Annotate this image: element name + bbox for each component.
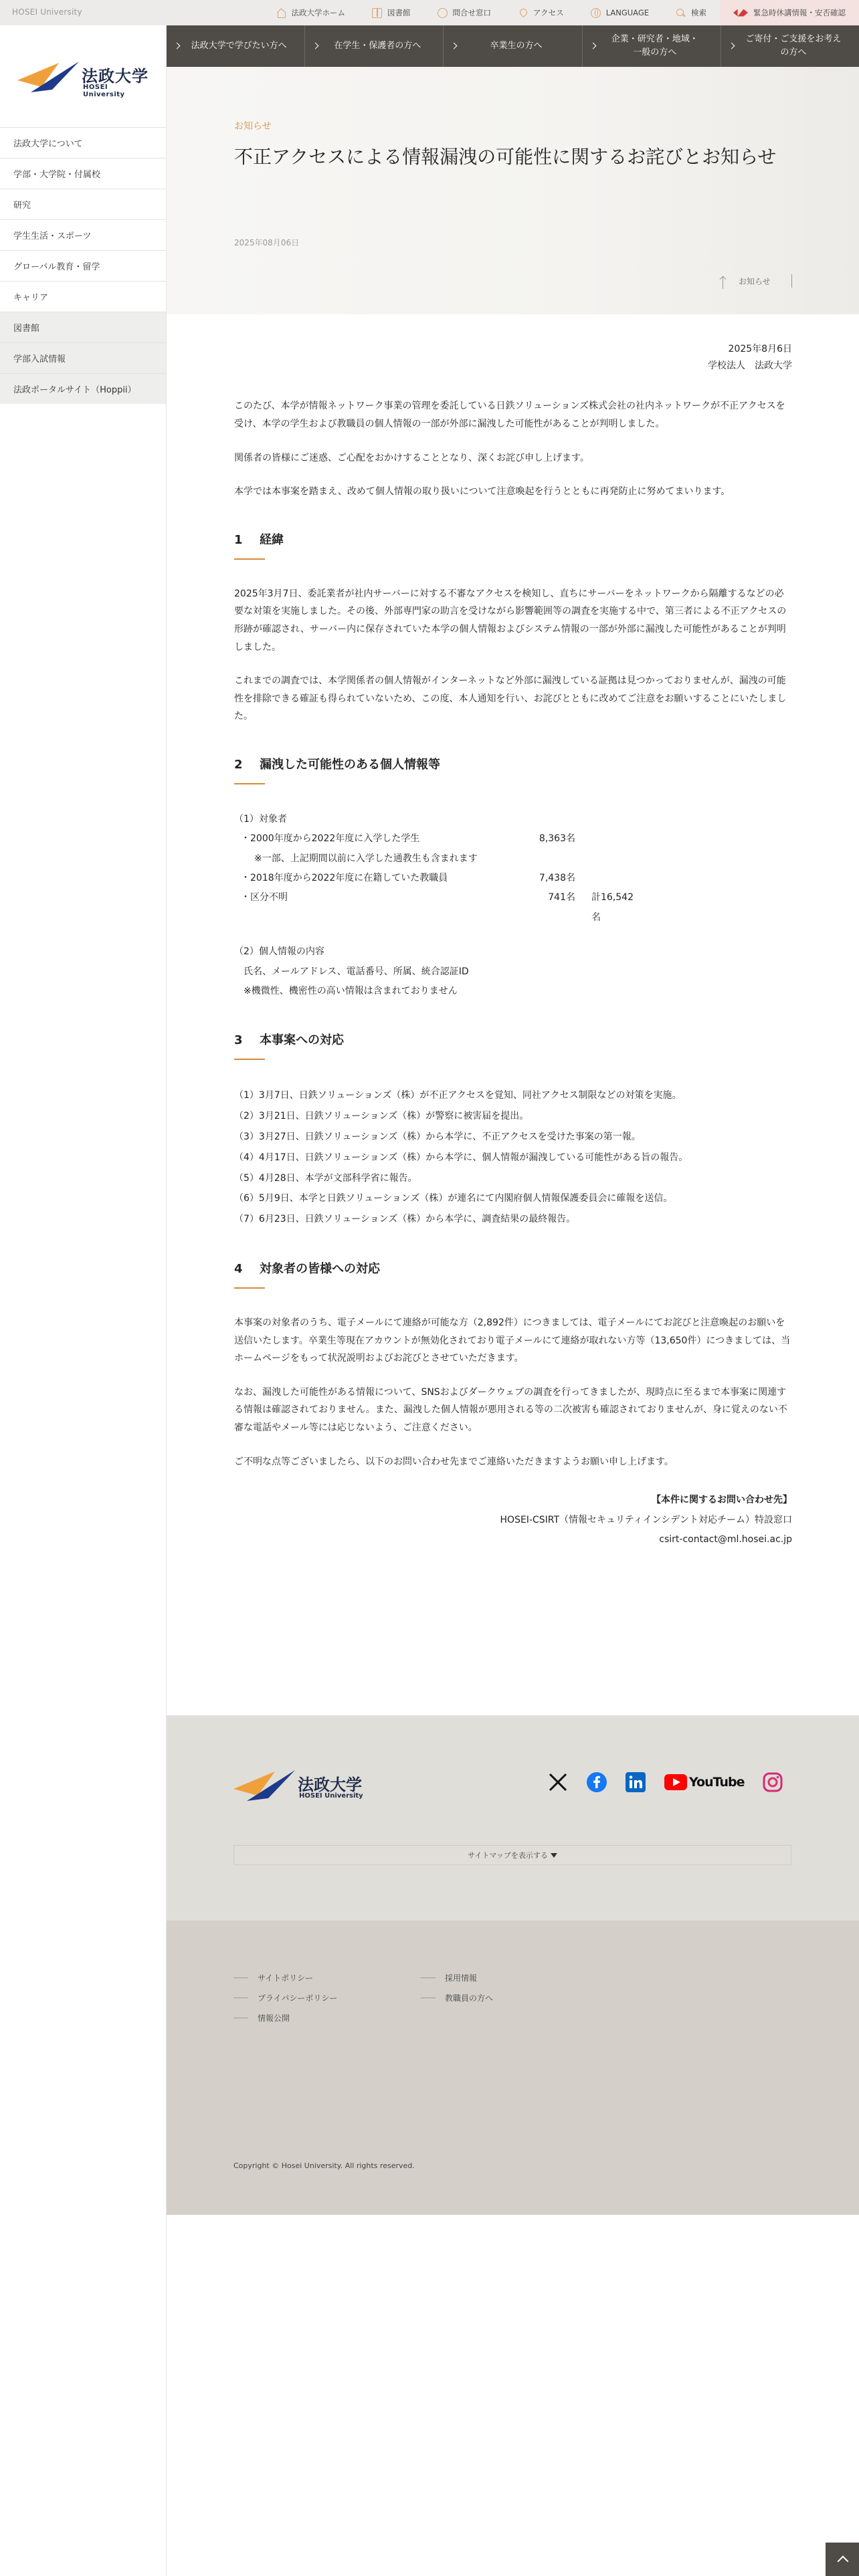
globe-icon <box>591 8 601 18</box>
book-icon <box>372 8 382 18</box>
mainnav-label: 法政大学で学びたい方へ <box>191 40 287 51</box>
x-icon[interactable] <box>548 1772 568 1792</box>
utility-link-label: 検索 <box>691 8 706 17</box>
sitemap-toggle-button[interactable] <box>233 1845 791 1865</box>
article-body <box>234 314 792 1549</box>
linkedin-icon[interactable] <box>626 1772 646 1792</box>
utility-link-label: 図書館 <box>387 8 411 17</box>
chevron-right-icon <box>589 43 596 49</box>
sidebar <box>0 25 167 2576</box>
triangle-down-icon <box>551 1853 557 1858</box>
utility-link-access[interactable] <box>504 0 577 25</box>
utility-link-search[interactable] <box>662 0 720 25</box>
instagram-icon[interactable] <box>763 1772 783 1792</box>
sidenav-item[interactable]: 研究 <box>0 189 166 219</box>
contact-email[interactable]: csirt-contact@ml.hosei.ac.jp <box>659 1533 792 1545</box>
page-top-button[interactable] <box>826 2543 859 2576</box>
section-heading: 3 本事案への対応 <box>234 1031 792 1060</box>
sidenav-item[interactable]: 学部・大学院・付属校 <box>0 158 166 189</box>
sidenav-item[interactable]: 学部入試情報 <box>0 342 166 373</box>
page-hero <box>167 67 859 314</box>
mainnav-label: 卒業生の方へ <box>490 40 543 51</box>
chevron-right-icon <box>728 43 735 49</box>
sidenav-item[interactable]: グローバル教育・留学 <box>0 250 166 281</box>
utility-link-home[interactable] <box>263 0 359 25</box>
intro-paragraph: 本学では本事案を踏まえ、改めて個人情報の取り扱いについて注意喚起を行うとともに再発防止に努めてまいります。 <box>234 486 731 498</box>
intro-paragraph: 関係者の皆様にご迷惑、ご心配をおかけすることとなり、深くお詫び申し上げます。 <box>234 452 589 463</box>
mainnav-item[interactable] <box>443 25 581 67</box>
side-navigation <box>0 127 166 404</box>
sidenav-item[interactable]: 図書館 <box>0 312 166 342</box>
footer-links-col <box>421 1967 493 2008</box>
contact-team: HOSEI-CSIRT（情報セキュリティインシデント対応チーム）特設窓口 <box>500 1514 792 1525</box>
utility-link-emergency[interactable] <box>720 0 859 25</box>
logo-text-en: HOSEI University <box>299 1792 363 1800</box>
utility-link-language[interactable] <box>577 0 662 25</box>
contact-heading: 【本件に関するお問い合わせ先】 <box>652 1495 792 1506</box>
footer-bottom <box>167 1921 859 2215</box>
footer-link[interactable]: 教職員の方へ <box>421 1988 493 2008</box>
mainnav-item[interactable] <box>721 25 859 67</box>
sitemap-label: サイトマップを表示する <box>468 1851 548 1860</box>
section-heading: 1 経緯 <box>234 530 792 560</box>
utility-link-contact[interactable] <box>424 0 505 25</box>
footer-link[interactable]: プライバシーポリシー <box>233 1988 337 2008</box>
utility-bar <box>0 0 859 25</box>
list-row: ・2000年度から2022年度に入学した学生 8,363名 <box>241 833 575 845</box>
sidenav-item[interactable]: 法政大学について <box>0 127 166 158</box>
logo-text-jp: 法政大学 <box>82 67 149 86</box>
section-paragraph: 2025年3月7日、委託業者が社内サーバーに対する不審なアクセスを検知し、直ちにサーバーをネットワークから隔離するなどの必要な対策を実施しました。その後、外部専門家の助言を受けながら影響範囲等の調査を実施する中で、第三者による不正アクセスの形跡が確認され、サーバー内に保存されていた本学の個人情報およびシステム情報の一部が外部に漏洩した可能性があることが判明しました。 <box>234 588 787 653</box>
section-paragraph: なお、漏洩した可能性がある情報について、SNSおよびダークウェブの調査を行ってきましたが、現時点に至るまで本事案に関連する情報は確認されておりません。また、漏洩した個人情報が悪用される等の二次被害も確認されておりませんが、身に覚えのない不審な電話やメール等には応じないよう、ご注意ください。 <box>234 1386 787 1433</box>
page-title: 不正アクセスによる情報漏洩の可能性に関するお詫びとお知らせ <box>234 146 777 168</box>
mainnav-item[interactable] <box>304 25 443 67</box>
facebook-icon[interactable] <box>587 1772 607 1792</box>
utility-link-library[interactable] <box>359 0 424 25</box>
list-heading: （2）個人情報の内容 <box>234 946 324 958</box>
response-timeline <box>234 1085 792 1230</box>
mainnav-item[interactable] <box>167 25 304 67</box>
mainnav-label: ご寄付・ご支援をお考え の方へ <box>745 33 842 58</box>
sidenav-item[interactable]: 法政ポータルサイト（Hoppii） <box>0 373 166 404</box>
section-paragraph: これまでの調査では、本学関係者の個人情報がインターネットなど外部に漏洩している証拠は見つかっておりませんが、漏洩の可能性を排除できる確証も得られていないため、この度、本人通知を行い、お詫びとともに改めてご注意をお願いすることにいたしました。 <box>234 675 787 722</box>
pin-icon <box>518 8 528 18</box>
chevron-right-icon <box>451 43 458 49</box>
page-date: 2025年08月06日 <box>234 238 300 247</box>
list-item: 氏名、メールアドレス、電話番号、所属、統合認証ID <box>244 966 469 977</box>
logo-text-jp: 法政大学 <box>298 1776 362 1794</box>
page-category[interactable]: お知らせ <box>234 121 272 132</box>
youtube-label: YouTube <box>689 1775 745 1790</box>
mainnav-label: 在学生・保護者の方へ <box>334 40 421 51</box>
article-date: 2025年8月6日 <box>728 344 792 354</box>
sidenav-item[interactable]: 学生生活・スポーツ <box>0 219 166 250</box>
utility-link-label: 緊急時休講情報・安否確認 <box>753 8 846 17</box>
section-paragraph: ご不明な点等ございましたら、以下のお問い合わせ先までご連絡いただきますようお願い申し上げます。 <box>234 1456 674 1467</box>
intro-paragraph: このたび、本学が情報ネットワーク事業の管理を委託している日鉄ソリューションズ株式会社の社内ネットワークが不正アクセスを受け、本学の学生および教職員の個人情報の一部が外部に漏洩した可能性があることが判明しました。 <box>234 401 785 429</box>
logo-mark-icon <box>233 1769 295 1804</box>
list-row: ・2018年度から2022年度に在籍していた教職員 7,438名 <box>241 873 575 884</box>
footer-links-col <box>233 1967 337 2028</box>
home-icon <box>276 8 286 18</box>
timeline-item: （5）4月28日、本学が文部科学省に報告。 <box>234 1172 417 1184</box>
timeline-item: （7）6月23日、日鉄ソリューションズ（株）から本学に、調査結果の最終報告。 <box>234 1214 576 1225</box>
timeline-item: （1）3月7日、日鉄ソリューションズ（株）が不正アクセスを覚知、同社アクセス制限などの対策を実施。 <box>234 1090 682 1101</box>
logo-text-en: HOSEI University <box>83 84 125 98</box>
footer-link[interactable]: 情報公開 <box>233 2008 337 2028</box>
search-icon <box>676 8 686 18</box>
footer-logo[interactable] <box>233 1769 374 1804</box>
list-note: ※一部、上記期間以前に入学した通教生も含まれます <box>254 853 478 864</box>
timeline-item: （6）5月9日、本学と日鉄ソリューションズ（株）が連名にて内閣府個人情報保護委員会に確報を送信。 <box>234 1193 673 1204</box>
utility-links <box>263 0 859 25</box>
alert-icon <box>733 8 748 18</box>
list-note: ※機微性、機密性の高い情報は含まれておりません <box>244 986 458 997</box>
timeline-item: （3）3月27日、日鉄ソリューションズ（株）から本学に、不正アクセスを受けた事案の第一報。 <box>234 1132 641 1143</box>
utility-link-label: アクセス <box>533 8 564 17</box>
timeline-item: （2）3月21日、日鉄ソリューションズ（株）が警察に被害届を提出。 <box>234 1111 529 1122</box>
site-logo[interactable] <box>17 60 151 98</box>
chevron-right-icon <box>174 43 181 49</box>
contact-block <box>234 1491 792 1549</box>
breadcrumb-label: お知らせ <box>739 277 771 286</box>
article-issuer: 学校法人 法政大学 <box>708 360 792 372</box>
section-heading: 2 漏洩した可能性のある個人情報等 <box>234 755 792 784</box>
article-meta <box>234 341 792 374</box>
utility-link-label: 法政大学ホーム <box>291 8 346 17</box>
chat-icon <box>438 8 448 18</box>
list-row: ・区分不明 741名 計16,542名 <box>241 892 634 923</box>
footer-link[interactable]: サイトポリシー <box>233 1967 337 1988</box>
section-heading: 4 対象者の皆様への対応 <box>234 1259 792 1289</box>
affected-list <box>234 810 792 1002</box>
chevron-right-icon <box>312 43 319 49</box>
utility-brand: HOSEI University <box>12 7 82 17</box>
breadcrumb-divider <box>791 274 792 288</box>
utility-link-label: 問合せ窓口 <box>452 8 492 17</box>
mainnav-item[interactable] <box>582 25 721 67</box>
timeline-item: （4）4月17日、日鉄ソリューションズ（株）から本学に、個人情報が漏洩している可能性がある旨の報告。 <box>234 1152 688 1163</box>
footer-link[interactable]: 採用情報 <box>421 1967 493 1988</box>
list-heading: （1）対象者 <box>234 813 287 825</box>
main-navigation <box>167 25 859 67</box>
footer-top <box>167 1715 859 1921</box>
youtube-icon[interactable] <box>664 1774 744 1790</box>
copyright: Copyright © Hosei University. All rights reserved. <box>233 2161 415 2170</box>
utility-link-label: LANGUAGE <box>605 8 649 17</box>
arrow-up-icon <box>720 274 727 289</box>
logo-mark-icon <box>17 60 79 95</box>
mainnav-label: 企業・研究者・地域・ 一般の方へ <box>611 33 698 58</box>
section-paragraph: 本事案の対象者のうち、電子メールにて連絡が可能な方（2,892件）につきましては、電子メールにてお詫びと注意喚起のお願いを送信いたします。卒業生等現在アカウントが無効化されており電子メールにて連絡が取れない方等（13,650件）につきましては、当ホームページをもって状況説明およびお詫びとさせていただきます。 <box>234 1317 791 1364</box>
breadcrumb[interactable] <box>720 273 793 289</box>
social-links <box>548 1769 801 1796</box>
sidenav-item[interactable]: キャリア <box>0 281 166 312</box>
